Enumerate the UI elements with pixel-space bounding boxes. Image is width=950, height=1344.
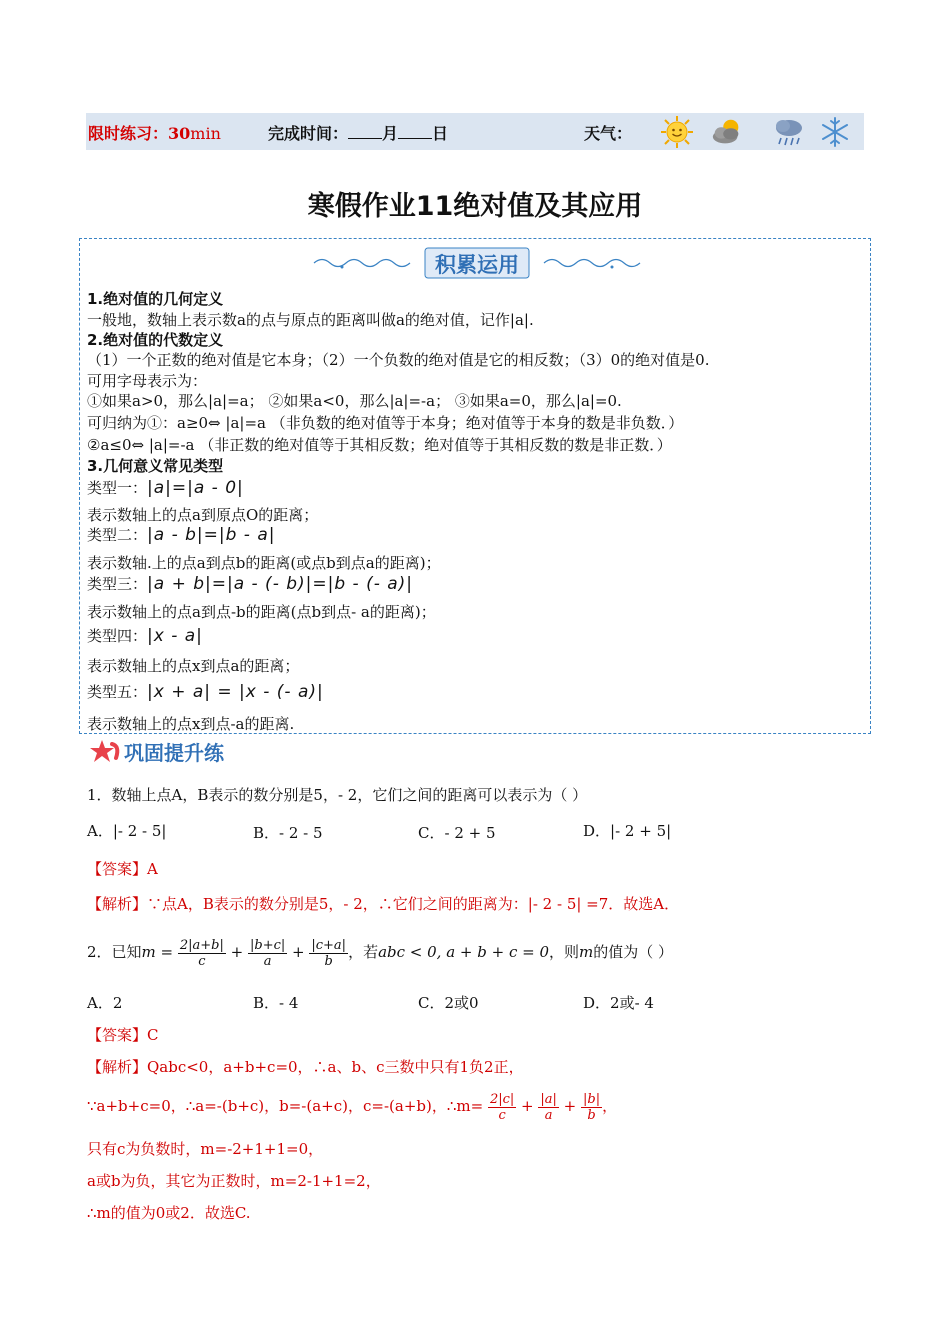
question-1-option-a[interactable]: A．|- 2 - 5| xyxy=(87,822,167,840)
text-cases: ①如果a>0，那么|a|=a； ②如果a<0，那么|a|=-a； ③如果a=0，那么|a|=0. xyxy=(87,392,622,410)
text-letter-form: 可用字母表示为： xyxy=(87,372,208,390)
question-2-option-c[interactable]: C．2或0 xyxy=(418,994,479,1012)
text-summary-2: ②a≤0⇔ |a|=-a （非正数的绝对值等于其相反数；绝对值等于其相反数的数是非正数．） xyxy=(87,436,672,454)
type-5-row xyxy=(87,682,324,702)
page-title: 寒假作业11绝对值及其应用 xyxy=(307,191,643,222)
accumulate-banner xyxy=(312,246,642,280)
type-2-label: 类型二： xyxy=(87,526,148,544)
type-1-formula: |a|=|a - 0| xyxy=(147,478,244,498)
question-2-analysis-line-1: 【解析】Qabc<0，a+b+c=0，∴a、b、c三数中只有1负2正， xyxy=(87,1058,524,1076)
type-5-desc: 表示数轴上的点x到点-a的距离. xyxy=(87,715,295,733)
text-summary-1: 可归纳为①：a≥0⇔ |a|=a （非负数的绝对值等于本身；绝对值等于本身的数是非负数．） xyxy=(87,414,684,432)
type-5-label: 类型五： xyxy=(87,683,148,701)
question-2-analysis-line-5: ∴m的值为0或2．故选C. xyxy=(87,1204,251,1222)
question-2-answer: 【答案】C xyxy=(87,1026,159,1044)
question-1-option-c[interactable]: C．- 2 + 5 xyxy=(418,824,496,842)
type-2-formula: |a - b|=|b - a| xyxy=(147,525,276,545)
question-2-option-b[interactable]: B．- 4 xyxy=(253,994,299,1012)
question-1-answer: 【答案】A xyxy=(87,860,158,878)
question-2-analysis-line-4: a或b为负，其它为正数时，m=2-1+1=2， xyxy=(87,1172,381,1190)
heading-geometric-def: 1.绝对值的几何定义 xyxy=(87,290,224,308)
type-4-label: 类型四： xyxy=(87,627,148,645)
type-4-row xyxy=(87,626,203,646)
heading-algebraic-def: 2.绝对值的代数定义 xyxy=(87,331,224,349)
type-1-label: 类型一： xyxy=(87,479,148,497)
question-1-option-d[interactable]: D．|- 2 + 5| xyxy=(583,822,672,840)
question-1-option-b[interactable]: B．- 2 - 5 xyxy=(253,824,323,842)
cloudy-icon[interactable] xyxy=(710,115,744,149)
question-1-stem: 1．数轴上点A，B表示的数分别是5，- 2，它们之间的距离可以表示为（ ） xyxy=(87,786,588,804)
type-4-formula: |x - a| xyxy=(147,626,203,646)
text-geometric-def: 一般地，数轴上表示数a的点与原点的距离叫做a的绝对值，记作|a|. xyxy=(87,311,534,329)
header-bar xyxy=(86,113,864,150)
type-2-row xyxy=(87,525,275,545)
type-3-desc: 表示数轴上的点a到点-b的距离(点b到点- a的距离)； xyxy=(87,603,436,621)
accumulate-banner-label: 积累运用 xyxy=(435,253,519,277)
type-1-desc: 表示数轴上的点a到原点O的距离； xyxy=(87,506,319,524)
type-3-formula: |a + b|=|a - (- b)|=|b - (- a)| xyxy=(147,574,414,594)
question-2-option-d[interactable]: D．2或- 4 xyxy=(583,994,654,1012)
consolidate-banner-label: 巩固提升练 xyxy=(124,741,224,765)
type-5-formula: |x + a| = |x - (- a)| xyxy=(147,682,324,702)
type-2-desc: 表示数轴.上的点a到点b的距离(或点b到点a的距离)； xyxy=(87,554,441,572)
question-2-analysis-line-3: 只有c为负数时，m=-2+1+1=0， xyxy=(87,1140,324,1158)
completion-time-label: 完成时间： 月 日 xyxy=(268,124,449,143)
question-2-analysis-line-2: ∵a+b+c=0，∴a=-(b+c)，b=-(a+c)，c=-(a+b)，∴m= $\frac{2|c|}{c}$ + $\frac{|a|}{a}$ + $\frac{|b|}{b}$ ， xyxy=(87,1091,618,1123)
type-1-row xyxy=(87,478,244,498)
consolidate-banner xyxy=(90,736,290,770)
rain-icon[interactable] xyxy=(772,115,806,149)
heading-geometric-types: 3.几何意义常见类型 xyxy=(87,457,224,475)
question-2-option-a[interactable]: A．2 xyxy=(87,994,123,1012)
snowflake-icon[interactable] xyxy=(818,115,852,149)
question-2-stem: 2．已知m = $\frac{2|a+b|}{c}$ + $\frac{|b+c|}{a}$ + $\frac{|c+a|}{b}$ ，若abc < 0, a + b + c = 0，则m的值为（ ） xyxy=(87,937,674,969)
question-1-analysis: 【解析】∵点A，B表示的数分别是5，- 2，∴它们之间的距离为：|- 2 - 5| =7．故选A． xyxy=(87,895,680,913)
type-3-label: 类型三： xyxy=(87,575,148,593)
type-4-desc: 表示数轴上的点x到点a的距离； xyxy=(87,657,300,675)
type-3-row xyxy=(87,574,413,594)
text-algebraic-def: （1）一个正数的绝对值是它本身；（2）一个负数的绝对值是它的相反数；（3）0的绝对值是0. xyxy=(87,351,710,369)
sunny-icon[interactable] xyxy=(660,115,694,149)
timed-practice-label: 限时练习：30min xyxy=(88,124,221,143)
weather-label: 天气： xyxy=(584,124,633,143)
